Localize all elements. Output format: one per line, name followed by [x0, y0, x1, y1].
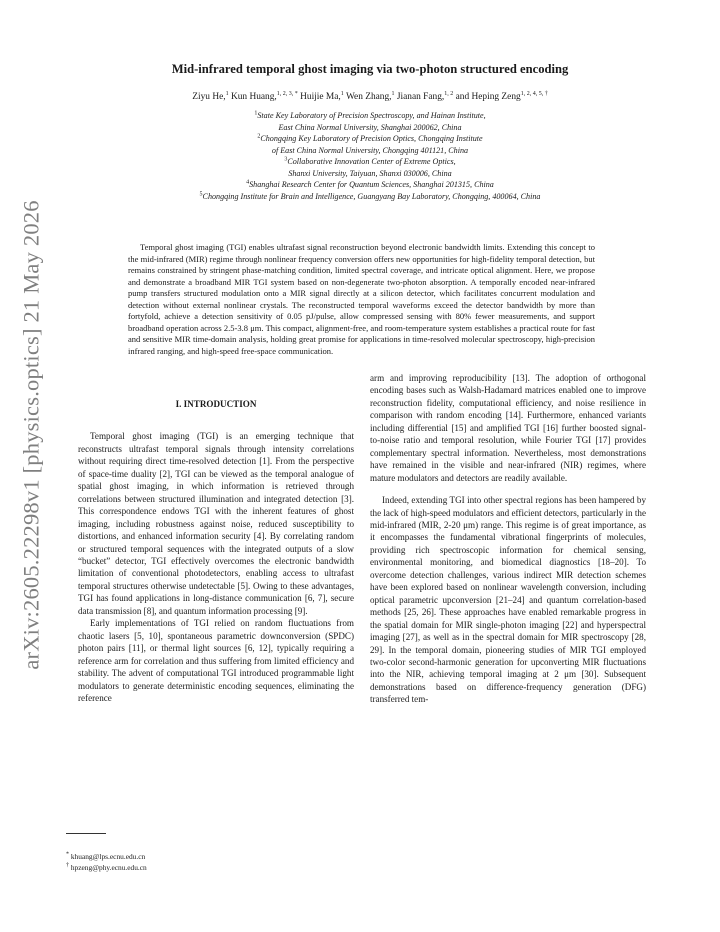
email-link[interactable]: khuang@lps.ecnu.edu.cn: [70, 852, 146, 861]
left-column: [78, 398, 354, 704]
arxiv-identifier-stamp: [10, 200, 54, 670]
author: Huijie Ma,$^1$: [300, 90, 344, 102]
affiliation-line: East China Normal University, Shanghai 200062, China: [278, 122, 462, 132]
body-paragraph: Temporal ghost imaging (TGI) is an emerging technique that reconstructs ultrafast temporal signals through intensity correlations without requiring direct time-resolved detection [1]. From the perspective of space-time duality [2], TGI can be viewed as the temporal analogue of spatial ghost imaging, in which information is retrieved through correlations between structured illumination and integrated detection [3]. This correspondence endows TGI with the inherent features of ghost imaging, including robustness against noise, reduced susceptibility to distortions, and enhanced information security [4]. By correlating random or structured temporal sequences with the integrated outputs of a slow “bucket” detector, TGI effectively overcomes the electronic bandwidth limitation of conventional photodetectors, enabling access to ultrafast temporal structures otherwise undetectable [5]. Owing to these advantages, TGI has found applications in long-distance communication [6, 7], secure data transmission [8], and quantum information processing [9].: [78, 431, 354, 616]
author: Kun Huang,$^{1, 2, 3, *}$: [230, 90, 298, 102]
email-link[interactable]: hpzeng@phy.ecnu.edu.cn: [70, 863, 147, 872]
right-column: [370, 372, 646, 706]
footnote: † hpzeng@phy.ecnu.edu.cn: [66, 862, 147, 872]
author: and Heping Zeng$^{1, 2, 4, 5, \dagger}$: [455, 90, 548, 102]
arxiv-identifier-text: arXiv:2605.22298v1 [physics.optics] 21 May 2026: [19, 200, 45, 670]
affiliation-line: $^2$Chongqing Key Laboratory of Precision Optics, Chongqing Institute: [257, 133, 483, 143]
affiliation-line: of East China Normal University, Chongqing 401121, China: [271, 145, 469, 155]
footnote-rule: [66, 833, 106, 834]
body-paragraph: Early implementations of TGI relied on random fluctuations from chaotic lasers [5, 10], spontaneous parametric downconversion (SPDC) photon pairs [11], or thermal light sources [6, 12], typically requiring a reference arm for correlation and thus suffering from limited efficiency and stability. The advent of computational TGI introduced programmable light modulators to generate deterministic encoding sequences, eliminating the reference: [78, 618, 354, 703]
author: Wen Zhang,$^1$: [345, 90, 395, 102]
affiliation-line: $^1$State Key Laboratory of Precision Spectroscopy, and Hainan Institute,: [254, 110, 486, 120]
section-heading: I. INTRODUCTION: [175, 399, 257, 409]
affiliation-line: $^5$Chongqing Institute for Brain and Intelligence, Guangyang Bay Laboratory, Chongqing, 400064, China: [199, 190, 541, 201]
paper-title: Mid-infrared temporal ghost imaging via two-photon structured encoding: [171, 62, 569, 76]
affiliation-list: [60, 110, 680, 202]
author: Ziyu He,$^1$: [192, 90, 229, 102]
affiliation-line: $^3$Collaborative Innovation Center of Extreme Optics,: [284, 156, 456, 166]
author: Jianan Fang,$^{1, 2}$: [396, 90, 454, 102]
author-list: [60, 92, 680, 102]
affiliation-line: $^4$Shanghai Research Center for Quantum Sciences, Shanghai 201315, China: [246, 179, 494, 189]
body-paragraph: arm and improving reproducibility [13]. The adoption of orthogonal encoding bases such as Walsh-Hadamard matrices enabled one to improve reconstruction fidelity, computational efficiency, and noise resilience in comparison with random encoding [14]. Furthermore, enhanced variants including differential [15] and amplified TGI [16] further boosted signal-to-noise ratio and temporal resolution, while Fourier TGI [17] provides complementary spectral information. Nevertheless, most demonstrations have remained in the visible and near-infrared (NIR) regimes, where mature modulators and detectors are readily available.: [370, 373, 646, 483]
affiliation-line: Shanxi University, Taiyuan, Shanxi 030006, China: [288, 168, 452, 178]
footnote: * khuang@lps.ecnu.edu.cn: [66, 851, 146, 861]
body-paragraph: Indeed, extending TGI into other spectral regions has been hampered by the lack of high-speed modulators and efficient detectors, particularly in the mid-infrared (MIR, 2-20 μm) range. This regime is of great importance, as it encompasses the fundamental vibrational fingerprints of molecules, providing rich spectroscopic information for chemical sensing, environmental monitoring, and biomedical diagnostics [18–20]. To overcome detection challenges, various indirect MIR detection schemes have been explored based on nonlinear wavelength conversion, including optical parametric upconversion [21–24] and quantum correlation-based methods [25, 26]. These approaches have enabled remarkable progress in the spatial domain for MIR single-photon imaging [22] and hyperspectral imaging [27], as well as in the spectral domain for MIR spectroscopy [28, 29]. In the temporal domain, pioneering studies of MIR TGI employed two-color second-harmonic generation for upconverting MIR fluctuations into the NIR, achieving temporal imaging at 2 μm [30]. Subsequent demonstrations based on difference-frequency generation (DFG) transferred tem-: [370, 495, 646, 705]
footnotes: [66, 851, 346, 873]
abstract-text: Temporal ghost imaging (TGI) enables ultrafast signal reconstruction beyond electronic bandwidth limits. Extending this concept to the mid-infrared (MIR) regime through nonlinear frequency conversion offers new opportunities for high-fidelity temporal detection, but remains constrained by stringent phase-matching condition, limited spectral coverage, and intricate optical alignment. Here, we propose and demonstrate a broadband MIR TGI system based on non-degenerate two-photon absorption. A temporally encoded near-infrared pump transfers structured modulation onto a MIR signal directly at a silicon detector, which facilitates concurrent modulation and detection without external nonlinear crystals. The reconstructed temporal waveforms exceed the detector bandwidth by more than fortyfold, achieve a detection sensitivity of 0.05 pJ/pulse, allow compressed sensing with 80% fewer measurements, and support broadband operation across 2.5-3.8 μm. This compact, alignment-free, and room-temperature system establishes a practical route for fast and sensitive MIR time-domain analysis, holding great promise for applications in time-resolved molecular spectroscopy, high-precision infrared ranging, and high-speed free-space communication.: [128, 242, 595, 356]
abstract: [128, 242, 595, 357]
